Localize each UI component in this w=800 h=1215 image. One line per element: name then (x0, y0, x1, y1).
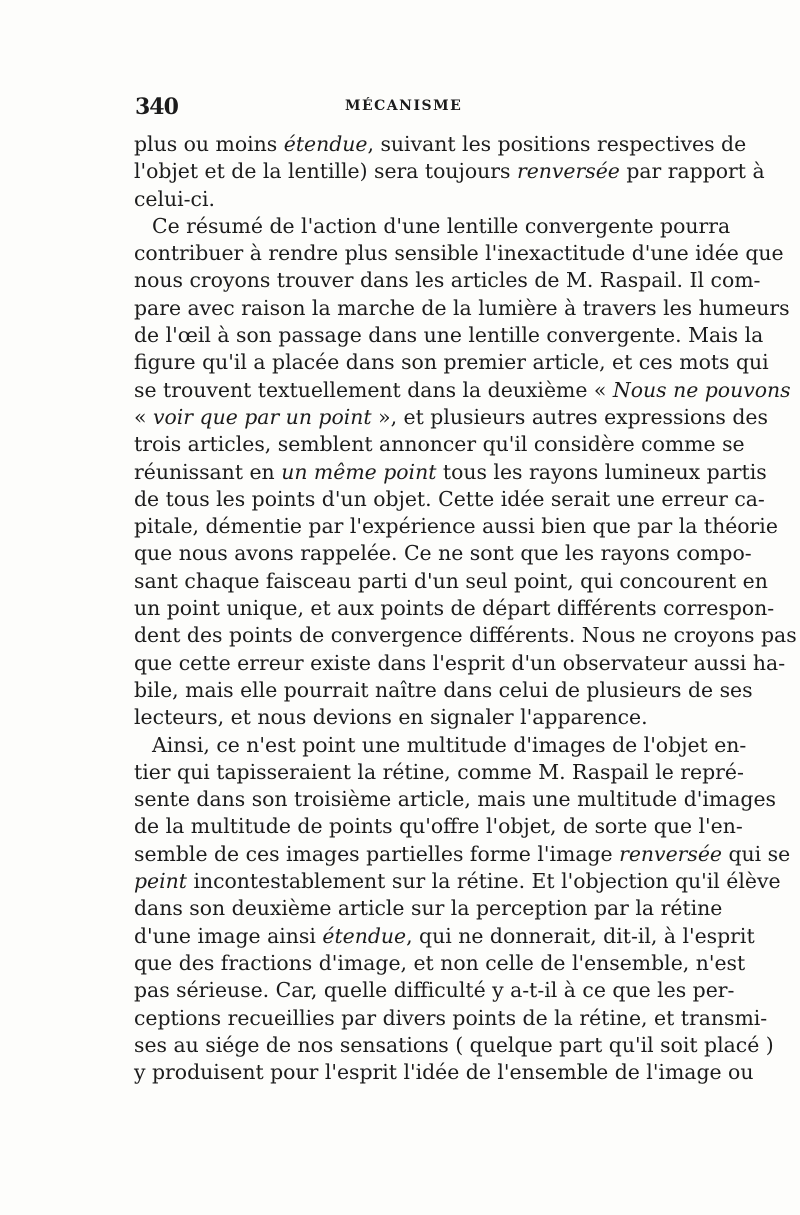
text-line (134, 459, 767, 486)
text-run: semble de ces images partielles forme l'image (134, 841, 620, 866)
running-title: MÉCANISME (345, 98, 463, 114)
text-run: tous les rayons lumineux partis (436, 459, 767, 484)
text-line (134, 322, 764, 349)
text-run: se trouvent textuellement dans la deuxième « (134, 377, 613, 402)
text-run: incontestablement sur la rétine. Et l'objection qu'il élève (186, 869, 781, 894)
text-run: « (134, 404, 153, 429)
italic-run: renversée (619, 841, 722, 866)
text-run: pas sérieuse. Car, quelle difficulté y a-t-il à ce que les per- (134, 978, 735, 1003)
italic-run: renversée (516, 159, 620, 184)
text-run: que des fractions d'image, et non celle de l'ensemble, n'est (134, 950, 746, 975)
text-line (134, 349, 769, 376)
text-run: ceptions recueillies par divers points de la rétine, et transmi- (134, 1005, 768, 1030)
paragraph (134, 131, 765, 213)
text-line (134, 1005, 768, 1032)
text-line (134, 650, 786, 677)
text-run: l'objet et de la lentille) sera toujours (134, 159, 517, 184)
text-run: celui-ci. (134, 186, 215, 211)
text-run: figure qu'il a placée dans son premier article, et ces mots qui (134, 350, 769, 375)
text-line (134, 841, 791, 868)
italic-run: peint (134, 869, 187, 894)
text-run: de l'œil à son passage dans une lentille convergente. Mais la (134, 323, 764, 348)
text-line (134, 540, 752, 567)
text-run: y produisent pour l'esprit l'idée de l'ensemble de l'image ou (134, 1060, 754, 1085)
body-text (134, 131, 797, 1086)
text-line (134, 131, 747, 158)
text-run: qui se (722, 841, 791, 866)
text-line (134, 759, 744, 786)
text-line (134, 595, 775, 622)
text-line (134, 813, 743, 840)
text-run: trois articles, semblent annoncer qu'il considère comme se (134, 432, 745, 457)
text-line (134, 431, 745, 458)
paragraph (134, 213, 797, 732)
text-line (134, 622, 797, 649)
text-line (134, 158, 765, 185)
italic-run: voir que par un point (152, 404, 372, 429)
text-run: dent des points de convergence différents. Nous ne croyons pas (134, 623, 797, 648)
text-run: que cette erreur existe dans l'esprit d'un observateur aussi ha- (134, 650, 786, 675)
text-run: Ce résumé de l'action d'une lentille convergente pourra (152, 213, 731, 238)
italic-run: étendue (322, 923, 407, 948)
text-run: , qui ne donnerait, dit-il, à l'esprit (406, 923, 755, 948)
text-run: réunissant en (134, 459, 282, 484)
text-run: nous croyons trouver dans les articles de M. Raspail. Il com- (134, 268, 761, 293)
text-line (134, 186, 682, 213)
text-run: sant chaque faisceau parti d'un seul point, qui concourent en (134, 568, 768, 593)
italic-run: Nous ne pouvons (612, 377, 791, 402)
text-run: plus ou moins (134, 132, 284, 156)
text-line (134, 786, 776, 813)
text-line (134, 568, 768, 595)
page-number: 340 (135, 94, 178, 120)
text-line (134, 923, 755, 950)
text-line (134, 677, 753, 704)
text-line (134, 1059, 754, 1086)
italic-run: un même point (281, 459, 437, 484)
text-line (134, 404, 768, 431)
text-line (134, 732, 747, 759)
text-line (134, 486, 765, 513)
text-run: dans son deuxième article sur la perception par la rétine (134, 896, 723, 921)
text-run: pitale, démentie par l'expérience aussi bien que par la théorie (134, 514, 778, 539)
text-line (134, 868, 781, 895)
text-run: », et plusieurs autres expressions des (371, 404, 768, 429)
text-line (134, 513, 778, 540)
text-run: que nous avons rappelée. Ce ne sont que les rayons compo- (134, 541, 752, 566)
text-line (134, 977, 735, 1004)
text-run: bile, mais elle pourrait naître dans celui de plusieurs de ses (134, 677, 753, 702)
text-run: sente dans son troisième article, mais une multitude d'images (134, 787, 776, 812)
italic-run: étendue (283, 132, 368, 156)
text-run: de tous les points d'un objet. Cette idée serait une erreur ca- (134, 486, 765, 511)
text-run: par rapport à (619, 159, 765, 184)
text-run: un point unique, et aux points de départ différents correspon- (134, 596, 775, 621)
text-run: de la multitude de points qu'offre l'objet, de sorte que l'en- (134, 814, 743, 839)
text-line (134, 240, 784, 267)
text-run: tier qui tapisseraient la rétine, comme M. Raspail le repré- (134, 759, 744, 784)
text-line (134, 704, 682, 731)
text-line (134, 895, 723, 922)
running-head (135, 94, 680, 124)
paragraph (134, 732, 791, 1087)
text-run: , suivant les positions respectives de (367, 132, 747, 156)
text-run: lecteurs, et nous devions en signaler l'apparence. (134, 705, 648, 730)
text-line (134, 295, 790, 322)
text-line (134, 213, 731, 240)
text-run: d'une image ainsi (134, 923, 323, 948)
text-line (134, 377, 791, 404)
text-line (134, 950, 746, 977)
text-line (134, 267, 761, 294)
text-run: contribuer à rendre plus sensible l'inexactitude d'une idée que (134, 241, 784, 266)
text-run: ses au siége de nos sensations ( quelque part qu'il soit placé ) (134, 1032, 774, 1057)
text-line (134, 1032, 774, 1059)
text-run: Ainsi, ce n'est point une multitude d'images de l'objet en- (152, 732, 747, 757)
text-run: pare avec raison la marche de la lumière à travers les humeurs (134, 295, 790, 320)
